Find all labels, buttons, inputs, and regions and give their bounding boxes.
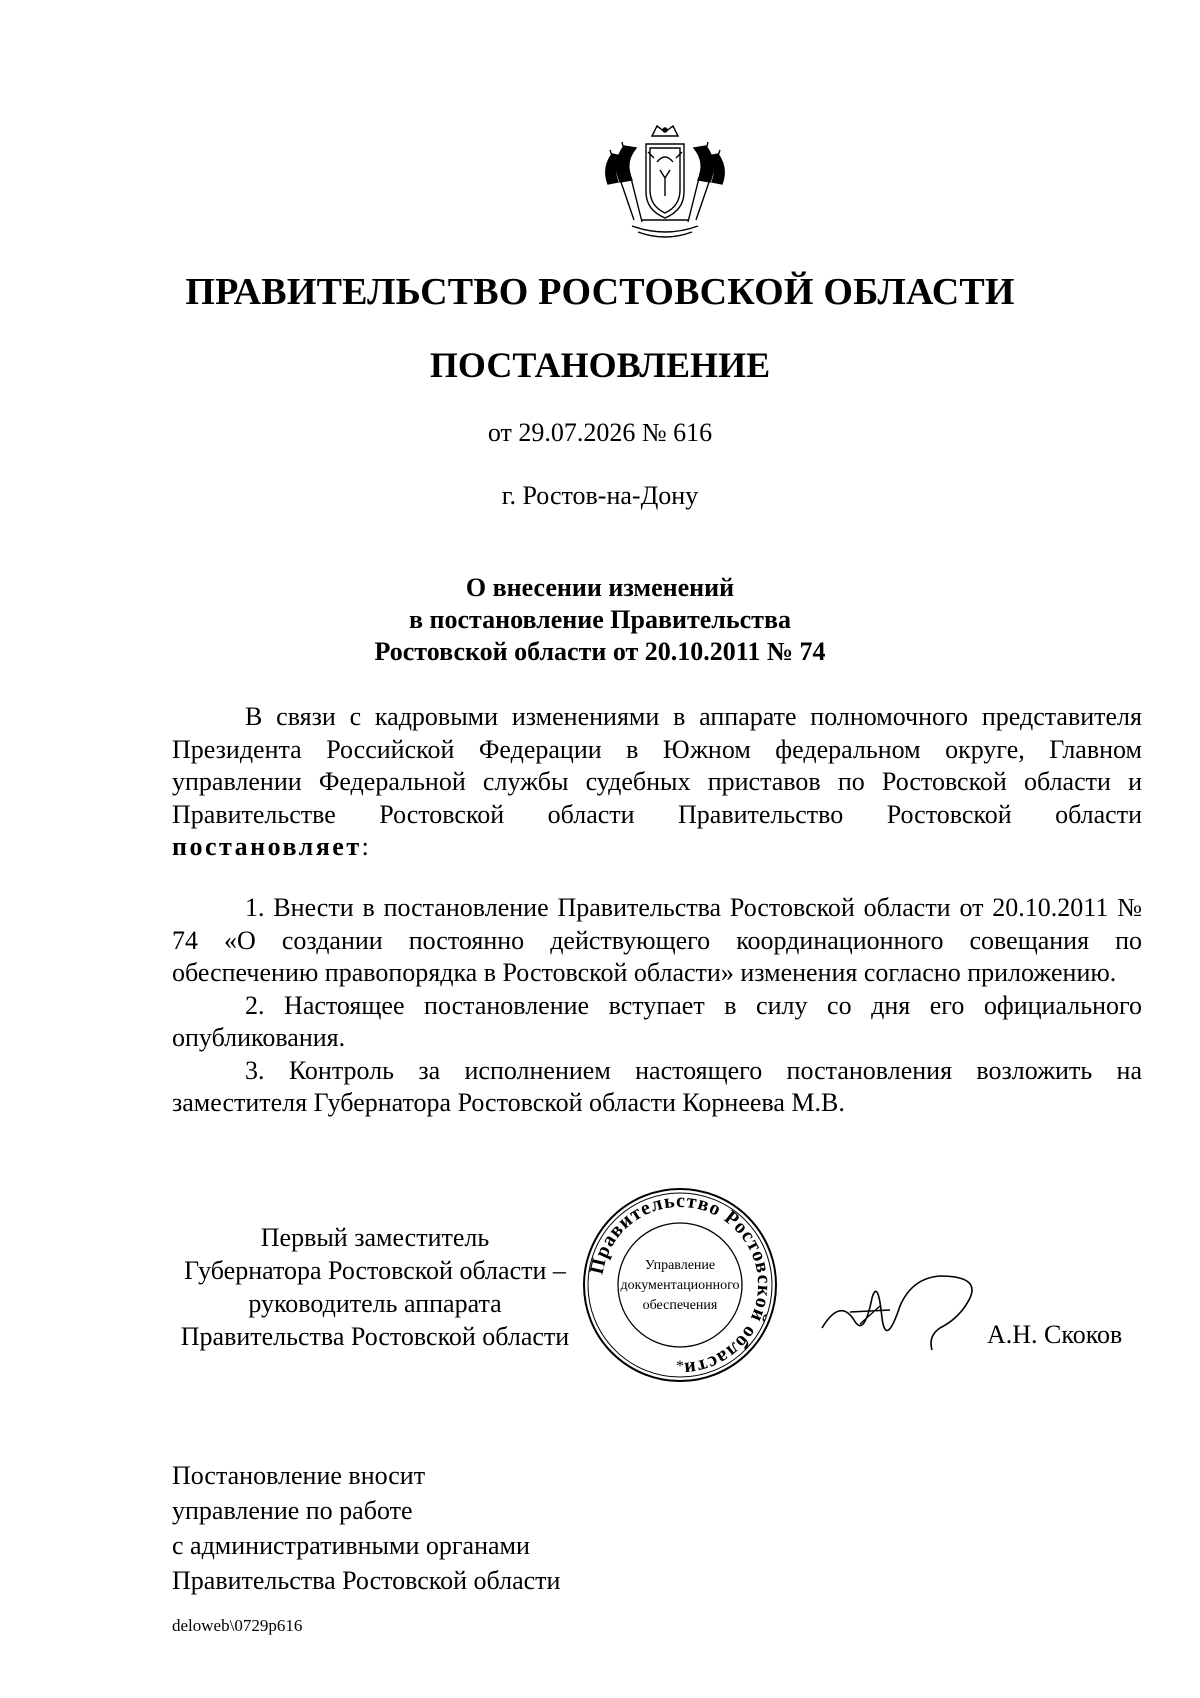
subject-line: Ростовской области от 20.10.2011 № 74 <box>374 637 826 666</box>
seal-ring-text: Правительство Ростовской области <box>585 1189 776 1381</box>
seal-inner-line: документационного <box>620 1278 740 1293</box>
document-origin <box>172 1458 560 1598</box>
signatory-line: Губернатора Ростовской области – <box>184 1256 566 1285</box>
signatory-name: А.Н. Скоков <box>987 1320 1123 1349</box>
signatory-line: Правительства Ростовской области <box>180 1322 570 1351</box>
decree-word: постановляет <box>172 832 362 861</box>
document-city: г. Ростов-на-Дону <box>501 481 699 510</box>
decree-point: 2. Настоящее постановление вступает в силу со дня его официального опубликования. <box>172 990 1142 1052</box>
document-type: ПОСТАНОВЛЕНИЕ <box>429 345 771 385</box>
origin-line: Правительства Ростовской области <box>172 1566 561 1595</box>
handwritten-signature <box>820 1258 990 1358</box>
coat-of-arms-emblem <box>602 122 728 242</box>
official-seal <box>580 1185 780 1385</box>
government-title: ПРАВИТЕЛЬСТВО РОСТОВСКОЙ ОБЛАСТИ <box>185 271 1015 313</box>
document-subject <box>0 572 1200 668</box>
seal-inner-line: обеспечения <box>642 1298 718 1313</box>
decree-points <box>172 892 1142 1120</box>
origin-line: Постановление вносит <box>172 1461 426 1490</box>
decree-point: 3. Контроль за исполнением настоящего постановления возложить на заместителя Губернатора Ростовской области Корнеева М.В. <box>172 1055 1142 1117</box>
subject-line: в постановление Правительства <box>408 605 791 634</box>
document-file-code: deloweb\0729p616 <box>172 1616 303 1635</box>
origin-line: с административными органами <box>172 1531 530 1560</box>
preamble-colon: : <box>361 832 369 861</box>
preamble-text: В связи с кадровыми изменениями в аппарате полномочного представителя Президента Российской Федерации в Южном федеральном округе, Главном управлении Федеральной службы судебных приставов по Ростовской области и Правительстве Ростовской области Правительство Ростовской области <box>172 702 1142 829</box>
preamble <box>172 701 1142 864</box>
origin-line: управление по работе <box>172 1496 413 1525</box>
decree-point: 1. Внести в постановление Правительства Ростовской области от 20.10.2011 № 74 «О создании постоянно действующего координационного совещания по обеспечению правопорядка в Ростовской области» изменения согласно приложению. <box>172 893 1142 987</box>
seal-inner-line: Управление <box>644 1258 716 1273</box>
signatory-line: руководитель аппарата <box>248 1289 502 1318</box>
document-date-number: от 29.07.2026 № 616 <box>487 418 713 447</box>
subject-line: О внесении изменений <box>465 573 735 602</box>
signatory-position <box>150 1221 600 1353</box>
seal-star: * <box>676 1358 684 1375</box>
signatory-line: Первый заместитель <box>260 1223 490 1252</box>
